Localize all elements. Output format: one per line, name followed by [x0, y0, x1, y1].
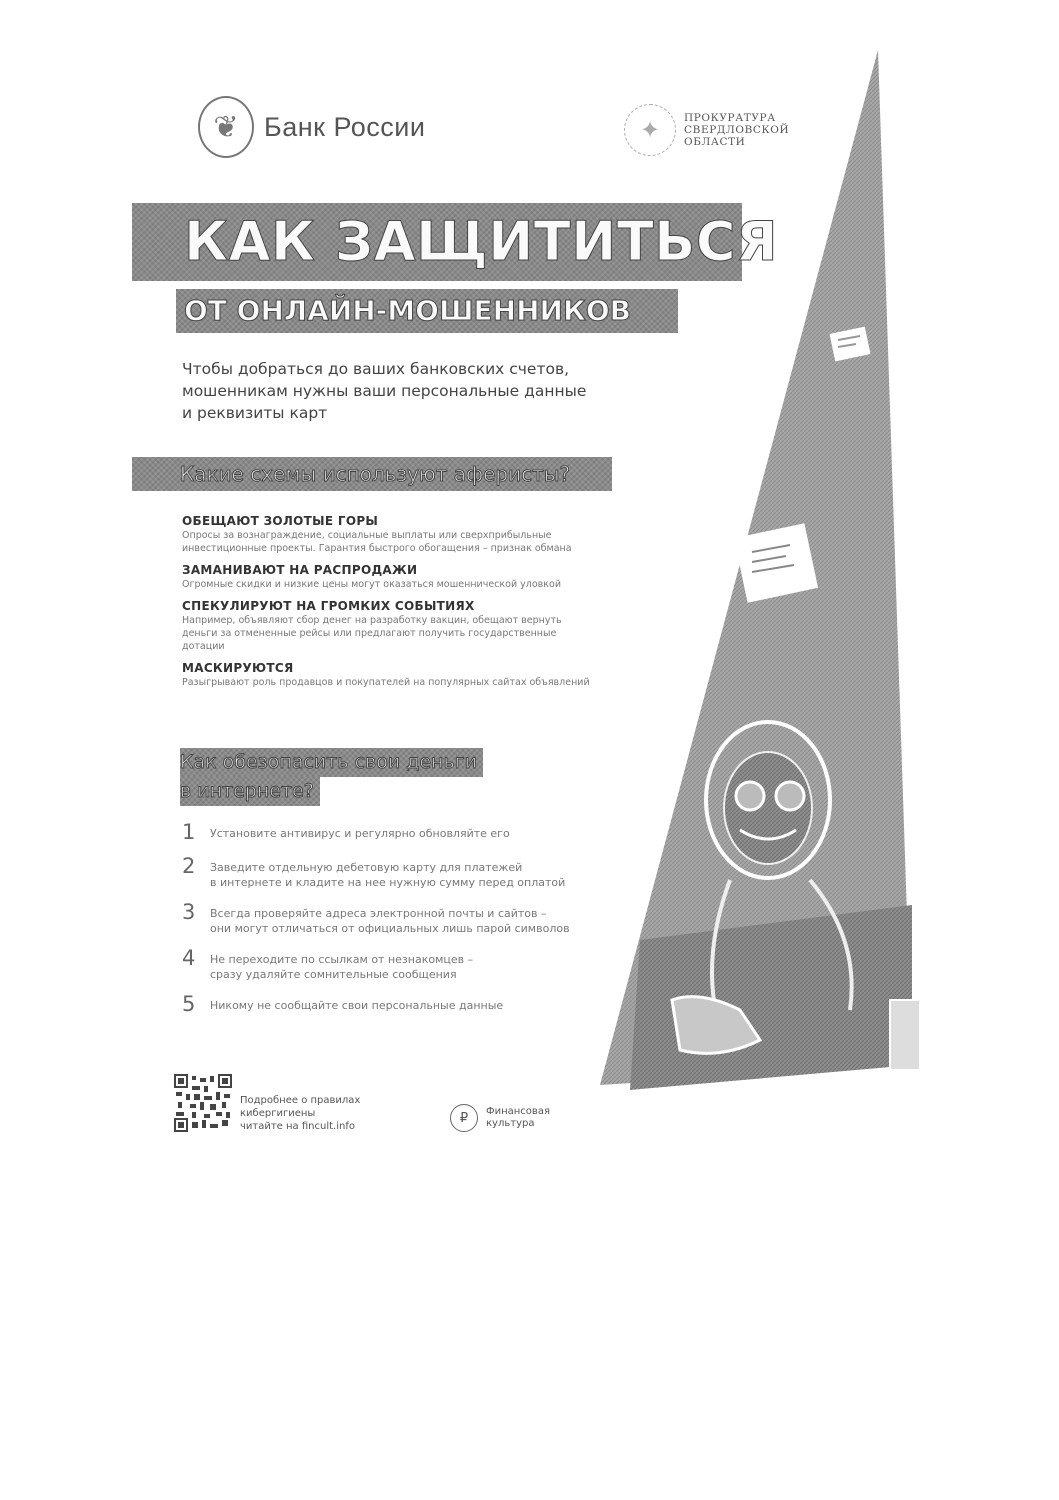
list-item: 3 Всегда проверяйте адреса электронной почты и сайтов – они могут отличаться от официальных лишь парой символов	[182, 900, 570, 935]
list-item: 5 Никому не сообщайте свои персональные данные	[182, 992, 504, 1016]
double-headed-eagle-icon: ❦	[198, 96, 254, 158]
qr-code-icon	[174, 1074, 232, 1132]
intro-text: Чтобы добраться до ваших банковских счетов, мошенникам нужны ваши персональные данные и реквизиты карт	[182, 360, 587, 422]
ruble-circle-icon: ₽	[450, 1104, 478, 1132]
schemes-heading: Какие схемы используют аферисты?	[132, 457, 612, 491]
prosecutor-office-logo	[624, 104, 789, 156]
footer	[174, 1074, 574, 1144]
prosecutor-seal-icon: ✦	[624, 104, 676, 156]
tips-heading: Как обезопасить свои деньги в интернете?	[132, 744, 528, 804]
list-item: 2 Заведите отдельную дебетовую карту для платежей в интернете и кладите на нее нужную сумму перед оплатой	[182, 854, 566, 889]
sub-title: ОТ ОНЛАЙН-МОШЕННИКОВ	[176, 289, 678, 333]
financial-culture-logo: ₽ Финансовая культура	[450, 1104, 550, 1132]
list-item: ОБЕЩАЮТ ЗОЛОТЫЕ ГОРЫ Опросы за вознаграждение, социальные выплаты или сверхприбыльные инвестиционные проекты. Гарантия быстрого обогащения – признак обмана	[182, 514, 572, 554]
main-title: КАК ЗАЩИТИТЬСЯ	[132, 203, 742, 281]
schemes-list	[182, 513, 632, 696]
list-item: ЗАМАНИВАЮТ НА РАСПРОДАЖИ Огромные скидки и низкие цены могут оказаться мошеннической уловкой	[182, 563, 561, 590]
prosecutor-logo-text: ПРОКУРАТУРА СВЕРДЛОВСКОЙ ОБЛАСТИ	[684, 112, 790, 148]
list-item: 4 Не переходите по ссылкам от незнакомцев – сразу удаляйте сомнительные сообщения	[182, 946, 474, 981]
tips-list	[182, 820, 612, 1026]
qr-caption: Подробнее о правилах кибергигиены читайте на fincult.info	[240, 1095, 361, 1132]
bank-logo-text: Банк России	[264, 111, 426, 142]
list-item: МАСКИРУЮТСЯ Разыгрывают роль продавцов и покупателей на популярных сайтах объявлений	[182, 661, 590, 688]
bank-of-russia-logo	[198, 96, 425, 158]
list-item: СПЕКУЛИРУЮТ НА ГРОМКИХ СОБЫТИЯХ Например, объявляют сбор денег на разработку вакцин, обещают вернуть деньги за отмененные рейсы или предлагают получить государственные дотации	[182, 599, 562, 652]
list-item: 1 Установите антивирус и регулярно обновляйте его	[182, 820, 510, 844]
